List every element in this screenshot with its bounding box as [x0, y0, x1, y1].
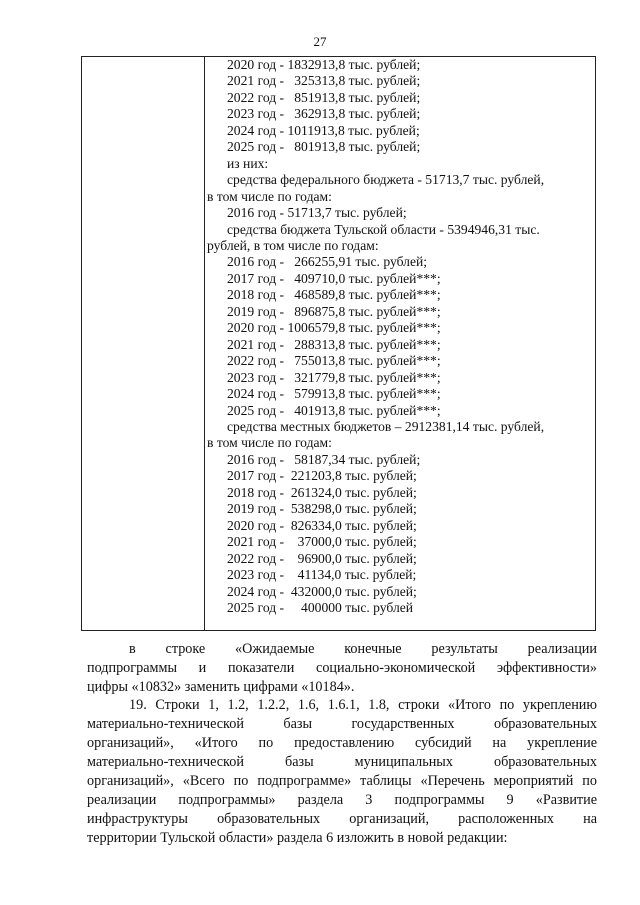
funding-line: 2020 год - 1832913,8 тыс. рублей; — [227, 57, 421, 72]
paragraph-line: организаций», «Всего по подпрограмме» таблицы «Перечень мероприятий по — [87, 773, 597, 789]
funding-line: средства федерального бюджета - 51713,7 тыс. рублей, — [227, 172, 545, 188]
paragraph-line: материально-технической базы муниципальных образовательных — [87, 754, 597, 770]
funding-line: 2024 год - 1011913,8 тыс. рублей; — [227, 122, 420, 138]
funding-line: 2021 год - 325313,8 тыс. рублей; — [227, 73, 421, 89]
funding-line: 2017 год - 409710,0 тыс. рублей***; — [227, 270, 441, 286]
funding-line: 2020 год - 1006579,8 тыс. рублей***; — [227, 320, 441, 336]
paragraph-item-19 — [87, 696, 597, 848]
funding-line: 2025 год - 400000 тыс. рублей — [227, 599, 414, 615]
funding-line: 2022 год - 96900,0 тыс. рублей; — [227, 550, 417, 566]
funding-line: рублей, в том числе по годам: — [207, 237, 379, 253]
paragraph-line: организаций», «Итого по предоставлению субсидий на укрепление — [87, 735, 597, 751]
funding-line: 2025 год - 401913,8 тыс. рублей***; — [227, 402, 441, 418]
funding-line: 2021 год - 37000,0 тыс. рублей; — [227, 534, 417, 550]
paragraph-line: территории Тульской области» раздела 6 изложить в новой редакции: — [87, 830, 508, 846]
funding-line: 2016 год - 51713,7 тыс. рублей; — [227, 205, 407, 221]
funding-line: 2023 год - 321779,8 тыс. рублей***; — [227, 369, 441, 385]
funding-line: 2018 год - 468589,8 тыс. рублей***; — [227, 287, 441, 303]
funding-line: 2022 год - 755013,8 тыс. рублей***; — [227, 353, 441, 369]
funding-line: в том числе по годам: — [207, 435, 332, 451]
paragraph-line: инфраструктуры образовательных организаций, расположенных на — [87, 811, 597, 827]
funding-line: 2021 год - 288313,8 тыс. рублей***; — [227, 336, 441, 352]
funding-line: 2022 год - 851913,8 тыс. рублей; — [227, 89, 421, 105]
funding-line: 2024 год - 579913,8 тыс. рублей***; — [227, 386, 441, 402]
funding-line: средства местных бюджетов – 2912381,14 тыс. рублей, — [227, 418, 545, 434]
funding-line: средства бюджета Тульской области - 5394946,31 тыс. — [227, 221, 540, 237]
paragraph-line: 19. Строки 1, 1.2, 1.2.2, 1.6, 1.6.1, 1.8, строки «Итого по укреплению — [129, 697, 597, 713]
table-column-divider — [204, 57, 205, 630]
funding-line: 2016 год - 58187,34 тыс. рублей; — [227, 451, 421, 467]
paragraph-line: материально-технической базы государственных образовательных — [87, 716, 597, 732]
funding-line: 2017 год - 221203,8 тыс. рублей; — [227, 468, 417, 484]
funding-cell — [207, 57, 593, 616]
paragraph-line: подпрограммы и показатели социально-экономической эффективности» — [87, 660, 597, 676]
funding-line: из них: — [227, 155, 269, 171]
funding-line: 2023 год - 41134,0 тыс. рублей; — [227, 567, 417, 583]
funding-line: 2024 год - 432000,0 тыс. рублей; — [227, 583, 417, 599]
funding-line: 2016 год - 266255,91 тыс. рублей; — [227, 254, 428, 270]
funding-line: 2020 год - 826334,0 тыс. рублей; — [227, 517, 417, 533]
paragraph-expected-results — [87, 640, 597, 697]
funding-line: 2023 год - 362913,8 тыс. рублей; — [227, 106, 421, 122]
funding-line: 2019 год - 896875,8 тыс. рублей***; — [227, 303, 441, 319]
funding-table — [81, 56, 596, 631]
funding-line: 2018 год - 261324,0 тыс. рублей; — [227, 484, 417, 500]
paragraph-line: цифры «10832» заменить цифрами «10184». — [87, 679, 355, 695]
paragraph-line: реализации подпрограммы» раздела 3 подпрограммы 9 «Развитие — [87, 792, 597, 808]
funding-line: 2019 год - 538298,0 тыс. рублей; — [227, 501, 417, 517]
page-number: 27 — [313, 34, 327, 49]
paragraph-line: в строке «Ожидаемые конечные результаты реализации — [129, 641, 597, 657]
funding-line: 2025 год - 801913,8 тыс. рублей; — [227, 139, 421, 155]
funding-line: в том числе по годам: — [207, 188, 332, 204]
